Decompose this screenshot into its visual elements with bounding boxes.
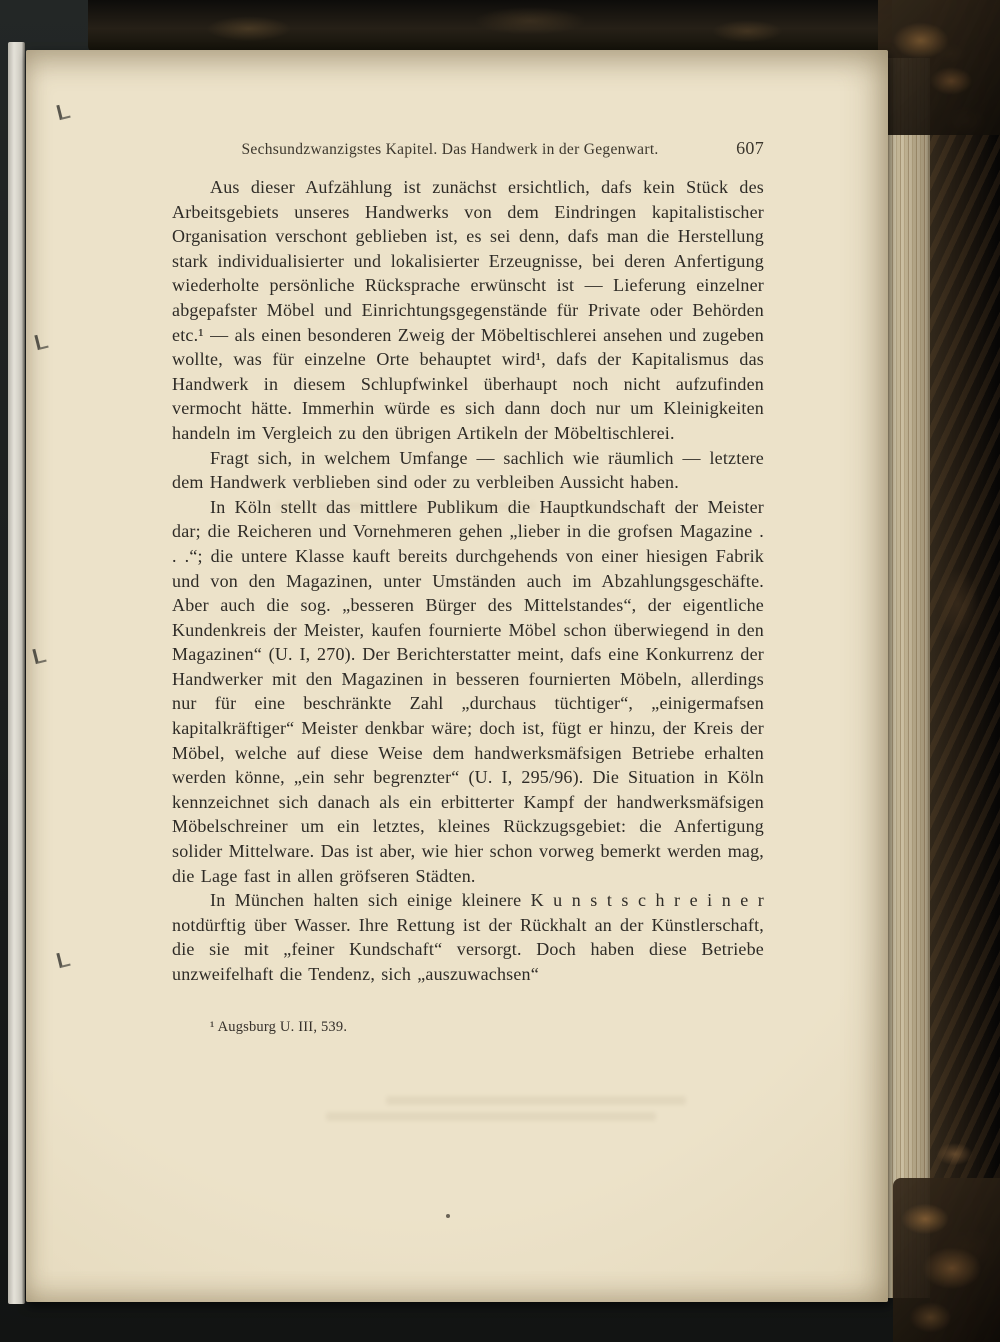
paragraph: In Köln stellt das mittlere Publikum die Hauptkundschaft der Meister dar; die Reicheren und Vornehmeren gehen „lieber in die grofsen Magazine . . .“; die untere Klasse kauft bereits durchgehends von einer hiesigen Fabrik und von den Magazinen, unter Umständen auch im Abzahlungsgeschäfte. Aber auch die sog. „besseren Bürger des Mittelstandes“, der eigentliche Kundenkreis der Meister, kaufen fournierte Möbel schon überwiegend in den Magazinen“ (U. I, 270). Der Berichterstatter meint, dafs eine Konkurrenz der Handwerker mit den Magazinen in besseren fournierten Möbeln, allerdings nur für eine beschränkte Zahl „durchaus tüchtiger“, „einigermafsen kapitalkräftiger“ Meister denkbar wäre; doch ist, fügt er hinzu, der Kreis der Möbel, welche auf diese Weise dem handwerksmäfsigen Betriebe erhalten werden könne, „ein sehr begrenzter“ (U. I, 295/96). Die Situation in Köln kennzeichnet sich danach als ein erbitterter Kampf der handwerksmäfsigen Möbelschreiner um ein letztes, kleines Rückzugsgebiet: die Anfertigung solider Mittelware. Das ist aber, wie hier schon vorweg bemerkt werden mag, die Lage fast in allen gröfseren Städten. bbox=[172, 496, 764, 886]
page-number: 607 bbox=[736, 138, 764, 158]
book-top-edge bbox=[88, 0, 892, 52]
paper-speck-artifact bbox=[446, 1214, 450, 1218]
paragraph: Aus dieser Aufzählung ist zunächst ersichtlich, dafs kein Stück des Arbeitsgebiets unseres Handwerks von dem Eindringen kapitalistischer Organisation verschont geblieben ist, es sei denn, dafs man die Herstellung stark individualisierter und lokalisierter Erzeugnisse, bei deren Anfertigung wiederholte persönliche Rücksprache erwünscht ist — Lieferung einzelner abgepafster Möbel und Einrichtungsgegenstände für Private oder Behörden etc.¹ — als einen besonderen Zweig der Möbeltischlerei ansehen und zugeben wollte, was für einzelne Orte behauptet wird¹, dafs der Kapitalismus das Handwerk in diesem Schlupfwinkel überhaupt noch nicht aufzufinden vermocht hätte. Immerhin würde es sich dann doch nur um Kleinigkeiten handeln im Vergleich zu den übrigen Artikeln der Möbeltischlerei. bbox=[172, 177, 764, 443]
book-spine bbox=[930, 0, 1000, 1342]
text-column bbox=[172, 138, 764, 1036]
facing-page-edge bbox=[8, 42, 25, 1304]
page-edge-stack bbox=[885, 58, 933, 1298]
scanned-page bbox=[26, 50, 888, 1302]
footnote: ¹ Augsburg U. III, 539. bbox=[210, 1018, 348, 1035]
paragraph: In München halten sich einige kleinere K u n s t s c h r e i n e r notdürftig über Wasser. Ihre Rettung ist der Rückhalt an der Künstlerschaft, die sie mit „feiner Kundschaft“ versorgt. Doch haben diese Betriebe unzweifelhaft die Tendenz, sich „auszuwachsen“ bbox=[172, 890, 764, 984]
marbled-corner-bottom bbox=[893, 1178, 1000, 1342]
ink-bleed-artifact bbox=[326, 1112, 656, 1121]
ink-bleed-artifact bbox=[386, 1096, 686, 1105]
running-header bbox=[172, 138, 764, 159]
marbled-corner-top bbox=[878, 0, 1000, 135]
paragraph: Fragt sich, in welchem Umfange — sachlich wie räumlich — letztere dem Handwerk verblieben sind oder zu verbleiben Aussicht haben. bbox=[172, 447, 764, 493]
chapter-title: Sechsundzwanzigstes Kapitel. Das Handwerk in der Gegenwart. bbox=[241, 141, 659, 158]
body-text bbox=[172, 175, 764, 987]
